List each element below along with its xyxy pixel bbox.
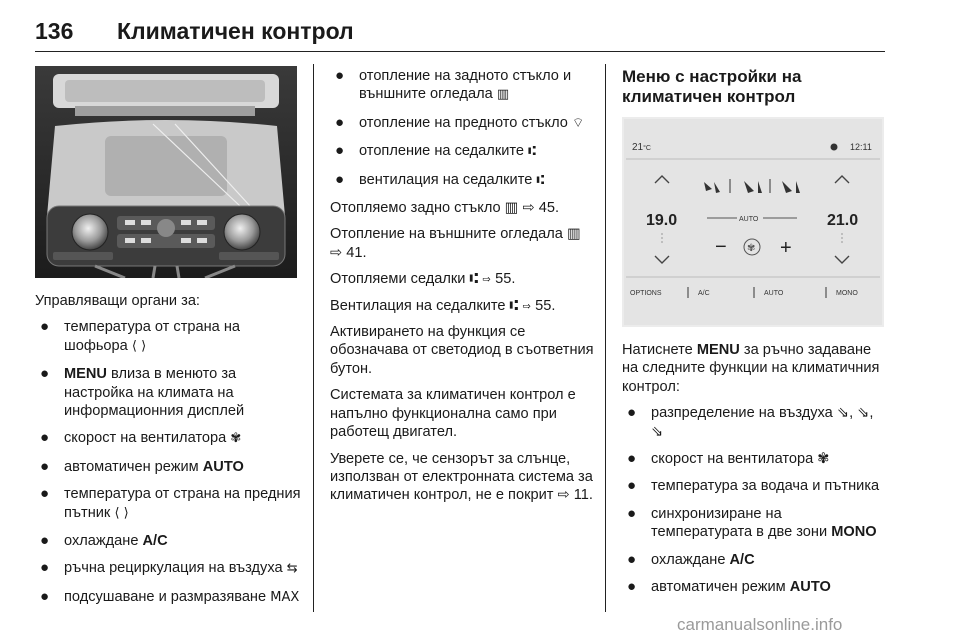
- list-item: ● синхронизиране на температурата в две зони MONO: [627, 504, 877, 541]
- list-item: ● автоматичен режим AUTO: [40, 457, 244, 475]
- fan-glyph: ✾: [747, 243, 756, 254]
- bullet-icon: ●: [627, 450, 637, 468]
- paragraph: Системата за климатичен контрол е напълно функционална само при работещ двигател.: [330, 387, 576, 441]
- menu-intro: Натиснете MENU за ръчно задаване на следните функции на климатичния контрол:: [622, 342, 880, 395]
- bullet-icon: ●: [40, 457, 50, 475]
- section-title: Меню с настройки на климатичен контрол: [622, 67, 802, 106]
- menu-functions-list: [622, 404, 884, 596]
- list-item: ● вентилация на седалките ⑆: [335, 170, 545, 188]
- column-divider: [313, 64, 314, 612]
- clock: 12:11: [850, 142, 872, 152]
- bullet-icon: ●: [335, 142, 345, 160]
- list-item: ● температура от страна на предния пътник ⟨ ⟩: [40, 485, 301, 521]
- bullet-icon: ●: [335, 113, 345, 131]
- column-divider: [605, 64, 606, 612]
- bullet-icon: ●: [40, 429, 50, 447]
- fan-plus-button: +: [780, 237, 792, 259]
- watermark: carmanualsonline.info: [677, 615, 843, 634]
- outside-temperature: 21°C: [632, 142, 651, 153]
- list-item: ● разпределение на въздуха ⇘, ⇘, ⇘: [627, 404, 874, 440]
- column-2: [330, 67, 595, 513]
- paragraph: Активирането на функция се обозначава от светодиод в съответния бутон.: [330, 324, 594, 377]
- list-item: ● отопление на предното стъкло ⌔: [335, 113, 585, 131]
- bullet-icon: ●: [335, 170, 345, 188]
- bullet-icon: ●: [40, 365, 50, 383]
- intro-text: Управляващи органи за:: [35, 293, 200, 309]
- page-header: [35, 18, 885, 52]
- bullet-icon: ●: [627, 404, 637, 422]
- bullet-icon: ●: [40, 587, 50, 605]
- bullet-icon: ●: [40, 485, 50, 503]
- list-item: ● температура от страна на шофьора ⟨ ⟩: [40, 318, 241, 354]
- paragraphs: [330, 199, 595, 505]
- bullet-icon: ●: [627, 550, 637, 568]
- climate-menu-screen: [622, 117, 884, 327]
- screen-button-ac[interactable]: A/C: [698, 290, 710, 297]
- functions-list: [330, 67, 595, 190]
- bullet-icon: ●: [627, 477, 637, 495]
- paragraph: Вентилация на седалките ⑆ ⇨ 55.: [330, 297, 556, 314]
- bullet-icon: ●: [335, 67, 345, 84]
- paragraph: Отопляеми седалки ⑆ ⇨ 55.: [330, 271, 516, 288]
- left-temperature: 19.0: [646, 212, 678, 229]
- list-item: ● отопление на задното стъкло и външните огледала ▥: [335, 67, 572, 103]
- controls-list: [35, 318, 305, 607]
- auto-label: AUTO: [739, 216, 759, 223]
- screen-button-mono[interactable]: MONO: [836, 290, 858, 297]
- list-item: ● автоматичен режим AUTO: [627, 578, 831, 596]
- page-number: 136: [35, 18, 74, 44]
- list-item: ● подсушаване и размразяване MAX: [40, 587, 300, 605]
- paragraph: Отопляемо задно стъкло ▥ ⇨ 45.: [330, 200, 560, 217]
- header-rule: [35, 51, 885, 52]
- bullet-icon: ●: [627, 578, 637, 596]
- list-item: ● скорост на вентилатора ✾: [40, 429, 242, 447]
- page-title: Климатичен контрол: [117, 18, 354, 44]
- paragraph: Отопление на външните огледала ▥ ⇨ 41.: [330, 226, 581, 261]
- settings-icon: [831, 144, 838, 151]
- list-item: ● температура за водача и пътника: [627, 477, 880, 495]
- list-item: ● MENU влиза в менюто за настройка на климата на информационния дисплей: [40, 365, 245, 420]
- column-1: [35, 292, 305, 616]
- bullet-icon: ●: [40, 532, 50, 550]
- screen-button-auto[interactable]: AUTO: [764, 290, 784, 297]
- bullet-icon: ●: [40, 559, 50, 577]
- list-item: ● охлаждане A/C: [627, 550, 755, 568]
- screen-button-options[interactable]: OPTIONS: [630, 290, 662, 297]
- right-temperature: 21.0: [827, 212, 859, 229]
- climate-controls-photo: [35, 66, 297, 278]
- bullet-icon: ●: [40, 318, 50, 336]
- paragraph: Уверете се, че сензорът за слънце, използван от електронната система за климатичен контрол, не е покрит ⇨ 11.: [330, 450, 593, 504]
- column-3: [622, 341, 884, 605]
- list-item: ● отопление на седалките ⑆: [335, 142, 536, 160]
- list-item: ● скорост на вентилатора ✾: [627, 450, 830, 468]
- list-item: ● охлаждане A/C: [40, 532, 168, 550]
- fan-minus-button: −: [715, 236, 727, 258]
- list-item: ● ръчна рециркулация на въздуха ⇆: [40, 559, 298, 577]
- bullet-icon: ●: [627, 504, 637, 522]
